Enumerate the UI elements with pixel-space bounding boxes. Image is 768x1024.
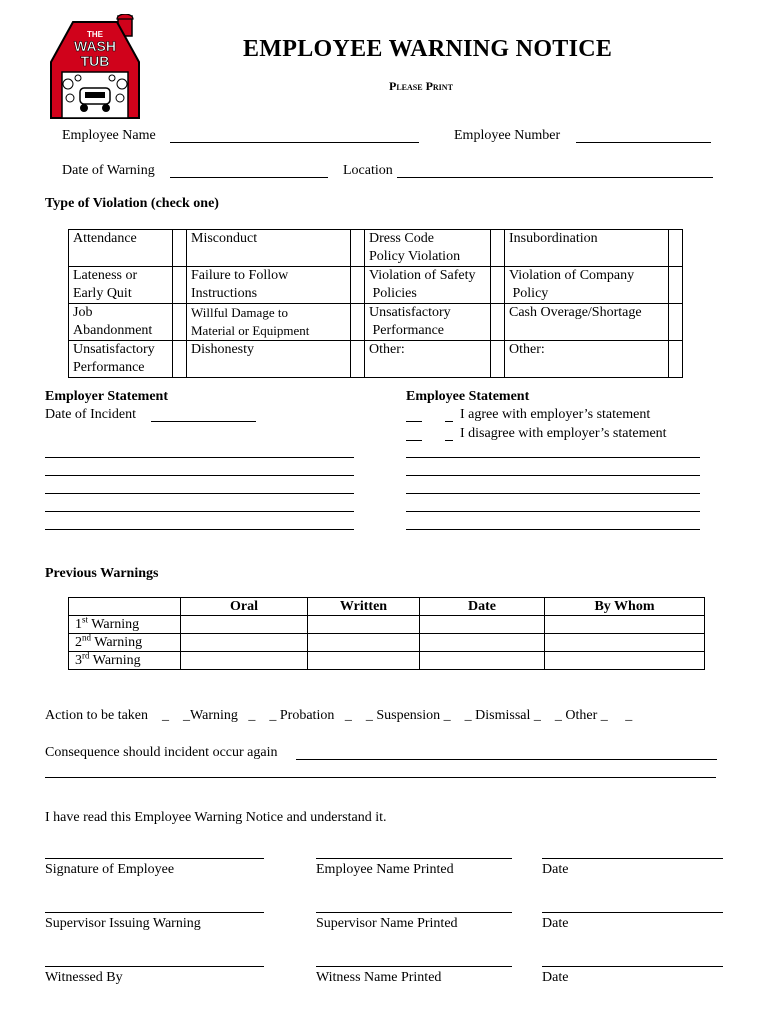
- violation-checkbox[interactable]: [351, 304, 365, 341]
- warning-number: 1: [75, 616, 82, 632]
- warning-cell-date[interactable]: [420, 616, 545, 634]
- col-header-written: Written: [308, 598, 420, 616]
- warning-cell-date[interactable]: [420, 652, 545, 670]
- witness-sign-date-line[interactable]: [542, 966, 723, 967]
- action-option-suspension[interactable]: Suspension: [376, 708, 441, 723]
- location-label: Location: [343, 163, 393, 178]
- date-of-incident-label: Date of Incident: [45, 407, 136, 422]
- violation-label: [187, 304, 351, 341]
- violation-label-line: Early Quit: [73, 286, 132, 301]
- employee-name-field[interactable]: [170, 142, 419, 143]
- violation-label-line: Policy Violation: [369, 249, 461, 264]
- violation-label: [365, 304, 491, 341]
- violation-label-line: Dishonesty: [191, 342, 254, 357]
- action-option-dismissal[interactable]: Dismissal: [475, 708, 531, 723]
- employee-number-label: Employee Number: [454, 128, 561, 143]
- disagree-checkbox-blank[interactable]: [406, 440, 422, 441]
- agree-checkbox-blank[interactable]: [406, 421, 422, 422]
- warning-cell-by-whom[interactable]: [545, 634, 705, 652]
- agree-checkbox-blank[interactable]: [445, 421, 453, 422]
- violation-checkbox[interactable]: [491, 341, 505, 378]
- violation-label: [365, 267, 491, 304]
- violation-checkbox[interactable]: [669, 304, 683, 341]
- action-label: Action to be taken: [45, 708, 149, 723]
- employee-name-printed-line[interactable]: [316, 858, 512, 859]
- violation-label: [187, 230, 351, 267]
- witness-name-printed-line[interactable]: [316, 966, 512, 967]
- employer-statement-line[interactable]: [45, 457, 354, 458]
- warning-label: Warning: [89, 652, 141, 668]
- supervisor-sign-date-label: Date: [542, 916, 569, 931]
- warning-ordinal: st: [82, 613, 89, 624]
- violation-checkbox[interactable]: [351, 341, 365, 378]
- violation-label-line: Unsatisfactory: [369, 305, 451, 320]
- violation-label-line: Failure to Follow: [191, 268, 289, 283]
- previous-warnings-table: [68, 597, 705, 670]
- employer-statement-line[interactable]: [45, 475, 354, 476]
- warning-row-label: [69, 631, 181, 652]
- previous-warnings-heading: Previous Warnings: [45, 566, 159, 581]
- violation-label-line: Lateness or: [73, 268, 138, 283]
- warning-cell-oral[interactable]: [181, 634, 308, 652]
- employee-statement-line[interactable]: [406, 529, 700, 530]
- violation-label-line: Violation of Company: [509, 268, 635, 283]
- violation-checkbox[interactable]: [669, 341, 683, 378]
- warning-label: Warning: [88, 616, 140, 632]
- violation-checkbox[interactable]: [669, 230, 683, 267]
- employer-statement-line[interactable]: [45, 529, 354, 530]
- warning-ordinal: rd: [82, 649, 90, 660]
- employee-statement-line[interactable]: [406, 475, 700, 476]
- violation-row: [69, 341, 683, 378]
- violation-label: [505, 230, 669, 267]
- action-option-warning[interactable]: Warning: [190, 708, 238, 723]
- violation-label-line: Material or Equipment: [191, 323, 310, 338]
- employer-statement-heading: Employer Statement: [45, 389, 168, 404]
- witness-sign-date-label: Date: [542, 970, 569, 985]
- col-header-by-whom: By Whom: [545, 598, 705, 616]
- action-option-other[interactable]: Other: [565, 708, 598, 723]
- violation-heading: Type of Violation (check one): [45, 196, 219, 211]
- location-field[interactable]: [397, 177, 713, 178]
- employee-number-field[interactable]: [576, 142, 711, 143]
- witness-name-printed-label: Witness Name Printed: [316, 970, 442, 985]
- violation-label: [505, 267, 669, 304]
- warning-cell-oral[interactable]: [181, 652, 308, 670]
- violation-label-line: Willful Damage to: [191, 305, 288, 320]
- violation-label-line: Instructions: [191, 286, 258, 301]
- warning-cell-written[interactable]: [308, 616, 420, 634]
- violation-label: [505, 341, 669, 378]
- violation-checkbox[interactable]: [173, 267, 187, 304]
- action-row: Action to be taken _ _Warning _ _ Probation _ _ Suspension _ _ Dismissal _ _ Other _ _: [45, 708, 633, 723]
- violation-label-line: Job: [73, 305, 93, 320]
- violation-label-line: Performance: [73, 360, 145, 375]
- page-subtitle: Please Print: [389, 79, 453, 93]
- employee-sign-date-line[interactable]: [542, 858, 723, 859]
- violation-label: [365, 230, 491, 267]
- logo-the: THE: [87, 30, 103, 39]
- violation-label-line: Policy: [509, 286, 549, 301]
- warning-cell-date[interactable]: [420, 634, 545, 652]
- warning-cell-by-whom[interactable]: [545, 652, 705, 670]
- witness-signature-label: Witnessed By: [45, 970, 123, 985]
- violation-label: [69, 230, 173, 267]
- warning-cell-oral[interactable]: [181, 616, 308, 634]
- violation-row: [69, 267, 683, 304]
- supervisor-name-printed-line[interactable]: [316, 912, 512, 913]
- employee-sign-date-label: Date: [542, 862, 569, 877]
- employee-statement-heading: Employee Statement: [406, 389, 530, 404]
- warning-row: [69, 634, 705, 652]
- consequence-label: Consequence should incident occur again: [45, 745, 278, 760]
- warning-ordinal: nd: [82, 631, 91, 642]
- warning-label: Warning: [91, 634, 143, 650]
- col-header-date: Date: [420, 598, 545, 616]
- violation-checkbox[interactable]: [491, 267, 505, 304]
- employer-statement-line[interactable]: [45, 493, 354, 494]
- warning-row: [69, 616, 705, 634]
- violation-checkbox[interactable]: [351, 267, 365, 304]
- violation-label: [505, 304, 669, 341]
- date-of-incident-field[interactable]: [151, 421, 256, 422]
- violation-checkbox[interactable]: [173, 230, 187, 267]
- action-option-probation[interactable]: Probation: [279, 708, 335, 723]
- employee-name-printed-label: Employee Name Printed: [316, 862, 454, 877]
- violation-label: [187, 341, 351, 378]
- violation-label: [187, 267, 351, 304]
- violation-label-line: Cash Overage/Shortage: [509, 305, 642, 320]
- violation-checkbox[interactable]: [173, 304, 187, 341]
- warning-row-label: [69, 649, 181, 670]
- agree-label: I agree with employer’s statement: [460, 407, 651, 422]
- violation-checkbox[interactable]: [173, 341, 187, 378]
- logo-wash: WASH: [74, 38, 116, 54]
- logo-tub: TUB: [80, 53, 110, 69]
- violation-checkbox[interactable]: [491, 230, 505, 267]
- violation-label-line: Unsatisfactory: [73, 342, 155, 357]
- violation-checkbox[interactable]: [491, 304, 505, 341]
- violation-label-line: Attendance: [73, 231, 137, 246]
- warning-cell-written[interactable]: [308, 652, 420, 670]
- violation-label: [69, 304, 173, 341]
- supervisor-signature-label: Supervisor Issuing Warning: [45, 916, 201, 931]
- wash-tub-logo: [48, 14, 142, 120]
- disagree-checkbox-blank[interactable]: [445, 440, 453, 441]
- supervisor-sign-date-line[interactable]: [542, 912, 723, 913]
- violation-label: [365, 341, 491, 378]
- violation-row: [69, 230, 683, 267]
- violation-checkbox[interactable]: [669, 267, 683, 304]
- date-of-warning-field[interactable]: [170, 177, 328, 178]
- warning-cell-written[interactable]: [308, 634, 420, 652]
- violation-label: [69, 267, 173, 304]
- employee-name-label: Employee Name: [62, 128, 156, 143]
- employer-statement-line[interactable]: [45, 511, 354, 512]
- violation-label-line: Other:: [509, 342, 545, 357]
- employee-signature-label: Signature of Employee: [45, 862, 175, 877]
- violation-table: [68, 229, 683, 378]
- consequence-field-line2[interactable]: [45, 777, 716, 778]
- violation-label: [69, 341, 173, 378]
- violation-label-line: Policies: [369, 286, 417, 301]
- employee-statement-line[interactable]: [406, 511, 700, 512]
- violation-label-line: Insubordination: [509, 231, 598, 246]
- warning-number: 3: [75, 652, 82, 668]
- supervisor-signature-line[interactable]: [45, 912, 264, 913]
- violation-label-line: Violation of Safety: [369, 268, 476, 283]
- warning-number: 2: [75, 634, 82, 650]
- consequence-field[interactable]: [296, 759, 717, 760]
- employee-statement-line[interactable]: [406, 493, 700, 494]
- violation-label-line: Dress Code: [369, 231, 434, 246]
- warning-row-label: [69, 613, 181, 634]
- violation-row: [69, 304, 683, 341]
- employee-statement-line[interactable]: [406, 457, 700, 458]
- employee-signature-line[interactable]: [45, 858, 264, 859]
- violation-checkbox[interactable]: [351, 230, 365, 267]
- acknowledgement-text: I have read this Employee Warning Notice and understand it.: [45, 810, 387, 825]
- disagree-label: I disagree with employer’s statement: [460, 426, 667, 441]
- violation-label-line: Misconduct: [191, 231, 258, 246]
- page-title: EMPLOYEE WARNING NOTICE: [243, 36, 613, 62]
- warning-cell-by-whom[interactable]: [545, 616, 705, 634]
- col-header-oral: Oral: [181, 598, 308, 616]
- witness-signature-line[interactable]: [45, 966, 264, 967]
- violation-label-line: Performance: [369, 323, 445, 338]
- date-of-warning-label: Date of Warning: [62, 163, 155, 178]
- warning-row: [69, 652, 705, 670]
- supervisor-name-printed-label: Supervisor Name Printed: [316, 916, 458, 931]
- violation-label-line: Other:: [369, 342, 405, 357]
- violation-label-line: Abandonment: [73, 323, 153, 338]
- col-header: [69, 598, 181, 616]
